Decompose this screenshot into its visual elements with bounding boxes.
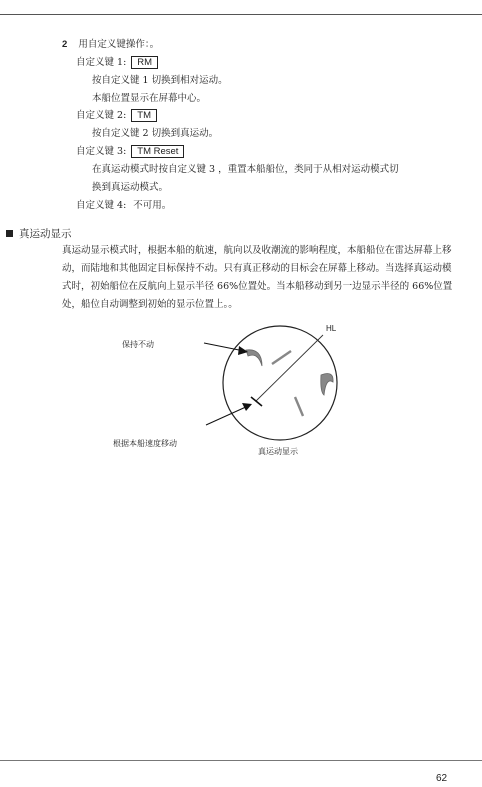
custom-key-desc: 换到真运动模式。 — [92, 182, 169, 193]
custom-key-desc: 按自定义键 2 切换到真运动。 — [92, 128, 219, 139]
own-ship-marker — [251, 397, 262, 406]
page-number: 62 — [436, 773, 448, 784]
rm-key-button[interactable]: RM — [131, 56, 158, 69]
custom-key-label: 自定义键 4: — [76, 200, 127, 211]
figure-caption: 真运动显示 — [258, 447, 298, 456]
bottom-rule — [0, 760, 482, 761]
land-echo — [246, 350, 262, 366]
custom-key-desc: 在真运动模式时按自定义键 3 ，重置本船船位，类同于从相对运动模式切 — [92, 164, 399, 175]
radar-circle — [223, 326, 337, 440]
label-moving: 根据本船速度移动 — [113, 439, 177, 448]
custom-key-label: 自定义键 1: — [76, 57, 127, 68]
step-number: 2 — [62, 39, 68, 50]
tm-key-button[interactable]: TM — [131, 109, 157, 122]
custom-key-label: 自定义键 2: — [76, 110, 127, 121]
label-hl: HL — [326, 324, 337, 333]
section-title: 真运动显示 — [19, 228, 72, 240]
step-intro: 用自定义键操作：。 — [78, 39, 160, 50]
target-echo — [272, 351, 291, 364]
arrow-head-icon — [242, 403, 252, 411]
section-body: 真运动显示模式时，根据本船的航速，航向以及收潮流的影响程度，本船船位在雷达屏幕上移动，而陆地和其他固定目标保持不动。只有真正移动的目标会在屏幕上移动。当选择真运动模式时，初始船位在反航向上显示半径 66%位置处。当本船移动到另一边显示半径的 66%位置处，船位自动调整到初始的显示位置上。。 — [62, 245, 453, 310]
moving-pointer-line — [206, 406, 248, 425]
custom-key-label: 自定义键 3: — [76, 146, 127, 157]
target-echo — [295, 397, 303, 416]
custom-key-desc: 不可用。 — [133, 200, 172, 211]
heading-line — [256, 335, 323, 401]
label-fixed: 保持不动 — [122, 340, 154, 349]
custom-key-desc: 本船位置显示在屏幕中心。 — [92, 93, 207, 104]
tm-reset-key-button[interactable]: TM Reset — [131, 145, 184, 158]
land-echo — [321, 374, 333, 395]
custom-key-desc: 按自定义键 1 切换到相对运动。 — [92, 75, 228, 86]
